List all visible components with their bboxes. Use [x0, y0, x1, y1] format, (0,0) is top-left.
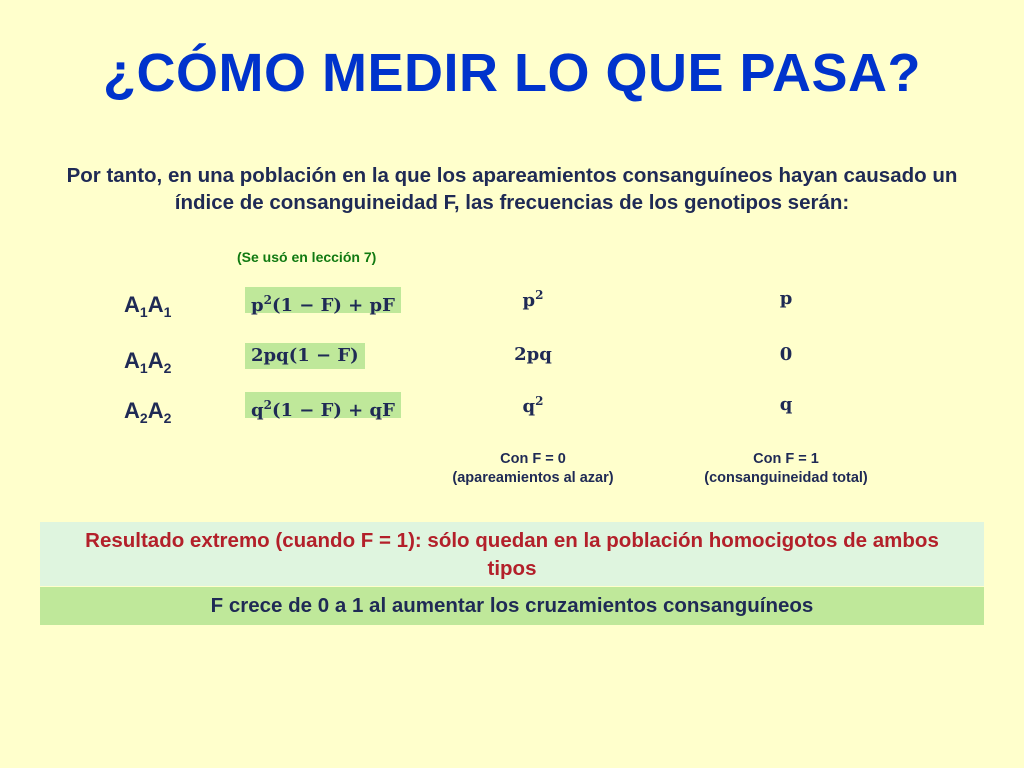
- formula-part: (1 − F) + pF: [271, 295, 395, 316]
- value-base: 2pq: [514, 344, 552, 365]
- freq-f1-a1a2: 0: [779, 344, 793, 365]
- genotype-base: A: [147, 398, 164, 423]
- genotype-base: A: [124, 398, 140, 423]
- caption-f1-line2: (consanguineidad total): [704, 470, 868, 486]
- caption-f0-line2: (apareamientos al azar): [452, 470, 614, 486]
- value-base: p: [522, 290, 536, 311]
- genotype-base: A: [147, 292, 164, 317]
- result-box: Resultado extremo (cuando F = 1): sólo quedan en la población homocigotos de ambos tipos: [40, 522, 984, 586]
- freq-f0-a1a1: [473, 288, 593, 311]
- genotype-subscript: 1: [139, 360, 148, 376]
- genotype-a1a2: [124, 348, 171, 376]
- freq-f0-a1a2: [473, 344, 593, 365]
- conclusion-box: F crece de 0 a 1 al aumentar los cruzamientos consanguíneos: [40, 587, 984, 625]
- caption-f0-line1: Con F = 0: [500, 451, 566, 467]
- genotype-subscript: 1: [163, 304, 172, 320]
- formula-part: q: [251, 400, 264, 421]
- genotype-base: A: [147, 348, 164, 373]
- genotype-base: A: [124, 292, 140, 317]
- freq-f1-a2a2: q: [779, 394, 793, 415]
- genotype-subscript: 1: [139, 304, 148, 320]
- genotype-a2a2: [124, 398, 171, 426]
- value-base: q: [522, 396, 536, 417]
- formula-exponent: 2: [263, 398, 272, 412]
- freq-f1-a1a1: p: [779, 288, 793, 309]
- genotype-subscript: 2: [163, 360, 172, 376]
- lesson-note: (Se usó en lección 7): [237, 249, 377, 265]
- formula-part: 2pq(1 − F): [251, 345, 359, 366]
- formula-exponent: 2: [263, 293, 272, 307]
- genotype-subscript: 2: [139, 410, 148, 426]
- formula-a1a2: [245, 343, 365, 369]
- formula-a2a2: [245, 392, 401, 421]
- intro-text: Por tanto, en una población en la que los apareamientos consanguíneos hayan causado un índice de consanguineidad F, las frecuencias de los genotipos serán:: [66, 164, 958, 214]
- page-title: ¿CÓMO MEDIR LO QUE PASA?: [103, 43, 921, 103]
- caption-f0: [413, 450, 653, 488]
- genotype-a1a1: [124, 292, 171, 320]
- genotype-base: A: [124, 348, 140, 373]
- formula-part: p: [251, 295, 264, 316]
- freq-f0-a2a2: [473, 394, 593, 417]
- caption-f1-line1: Con F = 1: [753, 451, 819, 467]
- formula-a1a1: [245, 287, 401, 316]
- value-exponent: 2: [535, 394, 544, 408]
- genotype-subscript: 2: [163, 410, 172, 426]
- value-exponent: 2: [535, 288, 544, 302]
- caption-f1: [666, 450, 906, 488]
- formula-part: (1 − F) + qF: [271, 400, 395, 421]
